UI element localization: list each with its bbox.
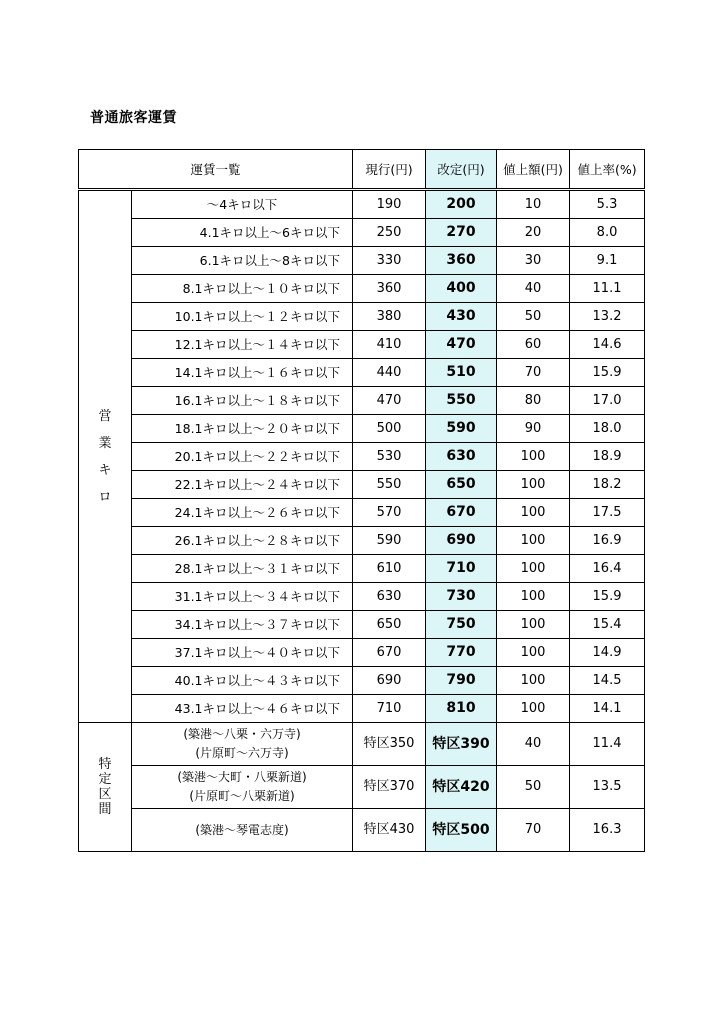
- increase-rate: 15.4: [570, 611, 645, 639]
- current-fare: 360: [353, 275, 426, 303]
- table-row: [79, 387, 645, 415]
- header-fare-list: 運賃一覧: [79, 150, 353, 190]
- current-fare: 470: [353, 387, 426, 415]
- current-fare: 550: [353, 471, 426, 499]
- increase-rate: 11.1: [570, 275, 645, 303]
- increase-amount: 50: [497, 766, 570, 809]
- section-line-1: (築港～八栗・六万寺): [183, 727, 301, 741]
- revised-fare: 510: [426, 359, 497, 387]
- revised-fare: 670: [426, 499, 497, 527]
- distance-range: 34.1キロ以上～３７キロ以下: [132, 611, 353, 639]
- current-fare: 650: [353, 611, 426, 639]
- current-fare: 特区350: [353, 723, 426, 766]
- distance-range: 16.1キロ以上～１８キロ以下: [132, 387, 353, 415]
- distance-range: 10.1キロ以上～１２キロ以下: [132, 303, 353, 331]
- table-row: [79, 331, 645, 359]
- table-row: [79, 443, 645, 471]
- increase-amount: 40: [497, 275, 570, 303]
- increase-amount: 90: [497, 415, 570, 443]
- revised-fare: 360: [426, 247, 497, 275]
- group-label-text: [97, 757, 113, 817]
- increase-amount: 70: [497, 809, 570, 852]
- revised-fare: 400: [426, 275, 497, 303]
- table-row: [79, 303, 645, 331]
- distance-range: 22.1キロ以上～２４キロ以下: [132, 471, 353, 499]
- increase-amount: 100: [497, 555, 570, 583]
- table-row: [79, 275, 645, 303]
- group-label-char: キ: [98, 462, 112, 478]
- revised-fare: 730: [426, 583, 497, 611]
- revised-fare: 690: [426, 527, 497, 555]
- table-row: [79, 219, 645, 247]
- group-label-char: 特: [98, 756, 112, 772]
- increase-rate: 18.0: [570, 415, 645, 443]
- table-row: [79, 555, 645, 583]
- page-title: 普通旅客運賃: [90, 110, 177, 126]
- increase-amount: 100: [497, 443, 570, 471]
- current-fare: 特区430: [353, 809, 426, 852]
- current-fare: 410: [353, 331, 426, 359]
- group-label-char: 間: [98, 801, 112, 817]
- increase-rate: 14.5: [570, 667, 645, 695]
- distance-range: 40.1キロ以上～４３キロ以下: [132, 667, 353, 695]
- distance-range: 12.1キロ以上～１４キロ以下: [132, 331, 353, 359]
- distance-range: 43.1キロ以上～４６キロ以下: [132, 695, 353, 723]
- increase-amount: 60: [497, 331, 570, 359]
- revised-fare: 特区420: [426, 766, 497, 809]
- revised-fare: 470: [426, 331, 497, 359]
- table-row: [79, 667, 645, 695]
- current-fare: 530: [353, 443, 426, 471]
- increase-amount: 40: [497, 723, 570, 766]
- section-range: [132, 809, 353, 852]
- increase-amount: 30: [497, 247, 570, 275]
- increase-rate: 5.3: [570, 190, 645, 219]
- group-label-char: ロ: [98, 489, 112, 505]
- revised-fare: 特区390: [426, 723, 497, 766]
- increase-rate: 18.9: [570, 443, 645, 471]
- increase-rate: 16.3: [570, 809, 645, 852]
- special-row: [79, 723, 645, 766]
- increase-amount: 80: [497, 387, 570, 415]
- section-line-1: (築港～大町・八栗新道): [177, 770, 307, 784]
- group-label-eigyo-kilo: [79, 190, 132, 723]
- group-label-text: [97, 396, 113, 518]
- increase-amount: 100: [497, 527, 570, 555]
- increase-rate: 8.0: [570, 219, 645, 247]
- distance-range: 18.1キロ以上～２０キロ以下: [132, 415, 353, 443]
- current-fare: 690: [353, 667, 426, 695]
- current-fare: 630: [353, 583, 426, 611]
- special-row: [79, 766, 645, 809]
- group-label-char: 定: [98, 771, 112, 787]
- table-row: [79, 583, 645, 611]
- increase-amount: 10: [497, 190, 570, 219]
- distance-range: 26.1キロ以上～２８キロ以下: [132, 527, 353, 555]
- revised-fare: 630: [426, 443, 497, 471]
- distance-range: 31.1キロ以上～３４キロ以下: [132, 583, 353, 611]
- increase-amount: 100: [497, 499, 570, 527]
- revised-fare: 750: [426, 611, 497, 639]
- increase-rate: 14.1: [570, 695, 645, 723]
- section-line-2: (片原町～六万寺): [195, 746, 289, 760]
- distance-range: 20.1キロ以上～２２キロ以下: [132, 443, 353, 471]
- group-label-tokutei-kukan: [79, 723, 132, 852]
- table-row: [79, 471, 645, 499]
- revised-fare: 810: [426, 695, 497, 723]
- increase-rate: 17.0: [570, 387, 645, 415]
- table-row: [79, 359, 645, 387]
- header-revised: 改定(円): [426, 150, 497, 190]
- revised-fare: 770: [426, 639, 497, 667]
- table-row: [79, 611, 645, 639]
- revised-fare: 790: [426, 667, 497, 695]
- table-row: [79, 527, 645, 555]
- distance-range: 24.1キロ以上～２６キロ以下: [132, 499, 353, 527]
- increase-amount: 100: [497, 639, 570, 667]
- distance-range: 28.1キロ以上～３１キロ以下: [132, 555, 353, 583]
- section-range: [132, 766, 353, 809]
- increase-amount: 100: [497, 695, 570, 723]
- header-increase-amount: 値上額(円): [497, 150, 570, 190]
- current-fare: 250: [353, 219, 426, 247]
- section-line-2: (片原町～八栗新道): [189, 789, 295, 803]
- increase-rate: 18.2: [570, 471, 645, 499]
- increase-rate: 13.2: [570, 303, 645, 331]
- distance-range: 4.1キロ以上～6キロ以下: [132, 219, 353, 247]
- current-fare: 590: [353, 527, 426, 555]
- increase-amount: 50: [497, 303, 570, 331]
- increase-rate: 11.4: [570, 723, 645, 766]
- revised-fare: 590: [426, 415, 497, 443]
- header-increase-rate: 値上率(%): [570, 150, 645, 190]
- revised-fare: 200: [426, 190, 497, 219]
- distance-range: ～4キロ以下: [132, 190, 353, 219]
- table-row: [79, 695, 645, 723]
- current-fare: 670: [353, 639, 426, 667]
- current-fare: 特区370: [353, 766, 426, 809]
- current-fare: 330: [353, 247, 426, 275]
- revised-fare: 550: [426, 387, 497, 415]
- increase-rate: 9.1: [570, 247, 645, 275]
- distance-range: 6.1キロ以上～8キロ以下: [132, 247, 353, 275]
- table-row: [79, 190, 645, 219]
- revised-fare: 710: [426, 555, 497, 583]
- header-current: 現行(円): [353, 150, 426, 190]
- special-row: [79, 809, 645, 852]
- distance-range: 37.1キロ以上～４０キロ以下: [132, 639, 353, 667]
- increase-rate: 17.5: [570, 499, 645, 527]
- increase-amount: 100: [497, 583, 570, 611]
- revised-fare: 特区500: [426, 809, 497, 852]
- increase-rate: 14.6: [570, 331, 645, 359]
- increase-amount: 100: [497, 611, 570, 639]
- current-fare: 190: [353, 190, 426, 219]
- table-row: [79, 499, 645, 527]
- current-fare: 570: [353, 499, 426, 527]
- header-row: [79, 150, 645, 190]
- fare-table: [78, 149, 645, 852]
- current-fare: 500: [353, 415, 426, 443]
- current-fare: 610: [353, 555, 426, 583]
- section-line-1: (築港～琴電志度): [195, 822, 289, 837]
- increase-rate: 15.9: [570, 583, 645, 611]
- revised-fare: 430: [426, 303, 497, 331]
- table-row: [79, 247, 645, 275]
- increase-amount: 100: [497, 667, 570, 695]
- group-label-char: 営: [98, 408, 112, 424]
- increase-rate: 14.9: [570, 639, 645, 667]
- table-row: [79, 639, 645, 667]
- increase-rate: 13.5: [570, 766, 645, 809]
- revised-fare: 650: [426, 471, 497, 499]
- table-row: [79, 415, 645, 443]
- increase-rate: 16.9: [570, 527, 645, 555]
- current-fare: 380: [353, 303, 426, 331]
- section-range: [132, 723, 353, 766]
- increase-amount: 100: [497, 471, 570, 499]
- group-label-char: 業: [98, 435, 112, 451]
- distance-range: 8.1キロ以上～１０キロ以下: [132, 275, 353, 303]
- group-label-char: 区: [98, 786, 112, 802]
- current-fare: 440: [353, 359, 426, 387]
- distance-range: 14.1キロ以上～１６キロ以下: [132, 359, 353, 387]
- increase-rate: 16.4: [570, 555, 645, 583]
- current-fare: 710: [353, 695, 426, 723]
- increase-amount: 70: [497, 359, 570, 387]
- increase-rate: 15.9: [570, 359, 645, 387]
- revised-fare: 270: [426, 219, 497, 247]
- increase-amount: 20: [497, 219, 570, 247]
